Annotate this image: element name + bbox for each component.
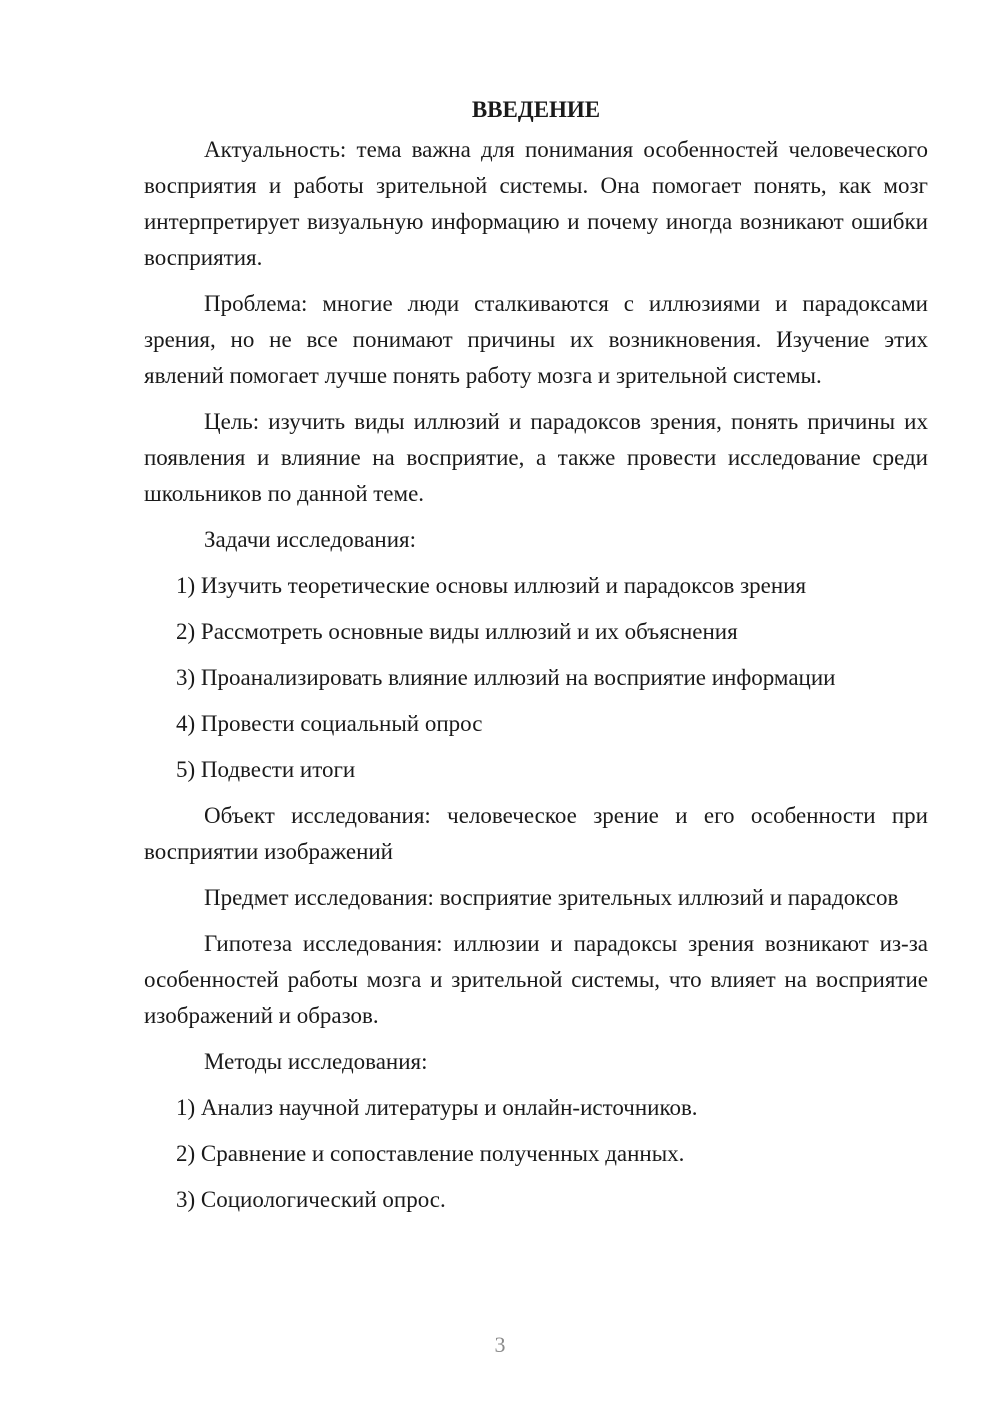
- tasks-label: Задачи исследования:: [204, 527, 417, 552]
- section-heading: ВВЕДЕНИЕ: [471, 97, 601, 122]
- method-item: 1) Анализ научной литературы и онлайн-источников.: [176, 1095, 698, 1120]
- task-item: 4) Провести социальный опрос: [176, 711, 483, 736]
- task-item: 2) Рассмотреть основные виды иллюзий и их объяснения: [176, 619, 738, 644]
- relevance-paragraph: Актуальность: тема важна для понимания особенностей человеческого восприятия и работы зрительной системы. Она помогает понять, как мозг интерпретирует визуальную информацию и почему иногда возникают ошибки восприятия.: [144, 137, 928, 270]
- methods-label: Методы исследования:: [204, 1049, 428, 1074]
- hypothesis-paragraph: Гипотеза исследования: иллюзии и парадоксы зрения возникают из-за особенностей работы мозга и зрительной системы, что влияет на восприятие изображений и образов.: [144, 931, 928, 1028]
- subject-paragraph: Предмет исследования: восприятие зрительных иллюзий и парадоксов: [204, 885, 899, 910]
- method-item: 2) Сравнение и сопоставление полученных данных.: [176, 1141, 685, 1166]
- page-number: 3: [494, 1332, 506, 1357]
- task-item: 1) Изучить теоретические основы иллюзий и парадоксов зрения: [176, 573, 807, 598]
- goal-paragraph: Цель: изучить виды иллюзий и парадоксов зрения, понять причины их появления и влияние на восприятие, а также провести исследование среди школьников по данной теме.: [144, 409, 928, 506]
- document-page: [144, 92, 928, 1228]
- task-item: 3) Проанализировать влияние иллюзий на восприятие информации: [176, 665, 836, 690]
- method-item: 3) Социологический опрос.: [176, 1187, 446, 1212]
- task-item: 5) Подвести итоги: [176, 757, 356, 782]
- object-paragraph: Объект исследования: человеческое зрение и его особенности при восприятии изображений: [144, 803, 928, 864]
- methods-list: [144, 1090, 928, 1218]
- problem-paragraph: Проблема: многие люди сталкиваются с иллюзиями и парадоксами зрения, но не все понимают причины их возникновения. Изучение этих явлений помогает лучше понять работу мозга и зрительной системы.: [144, 291, 928, 388]
- tasks-list: [144, 568, 928, 788]
